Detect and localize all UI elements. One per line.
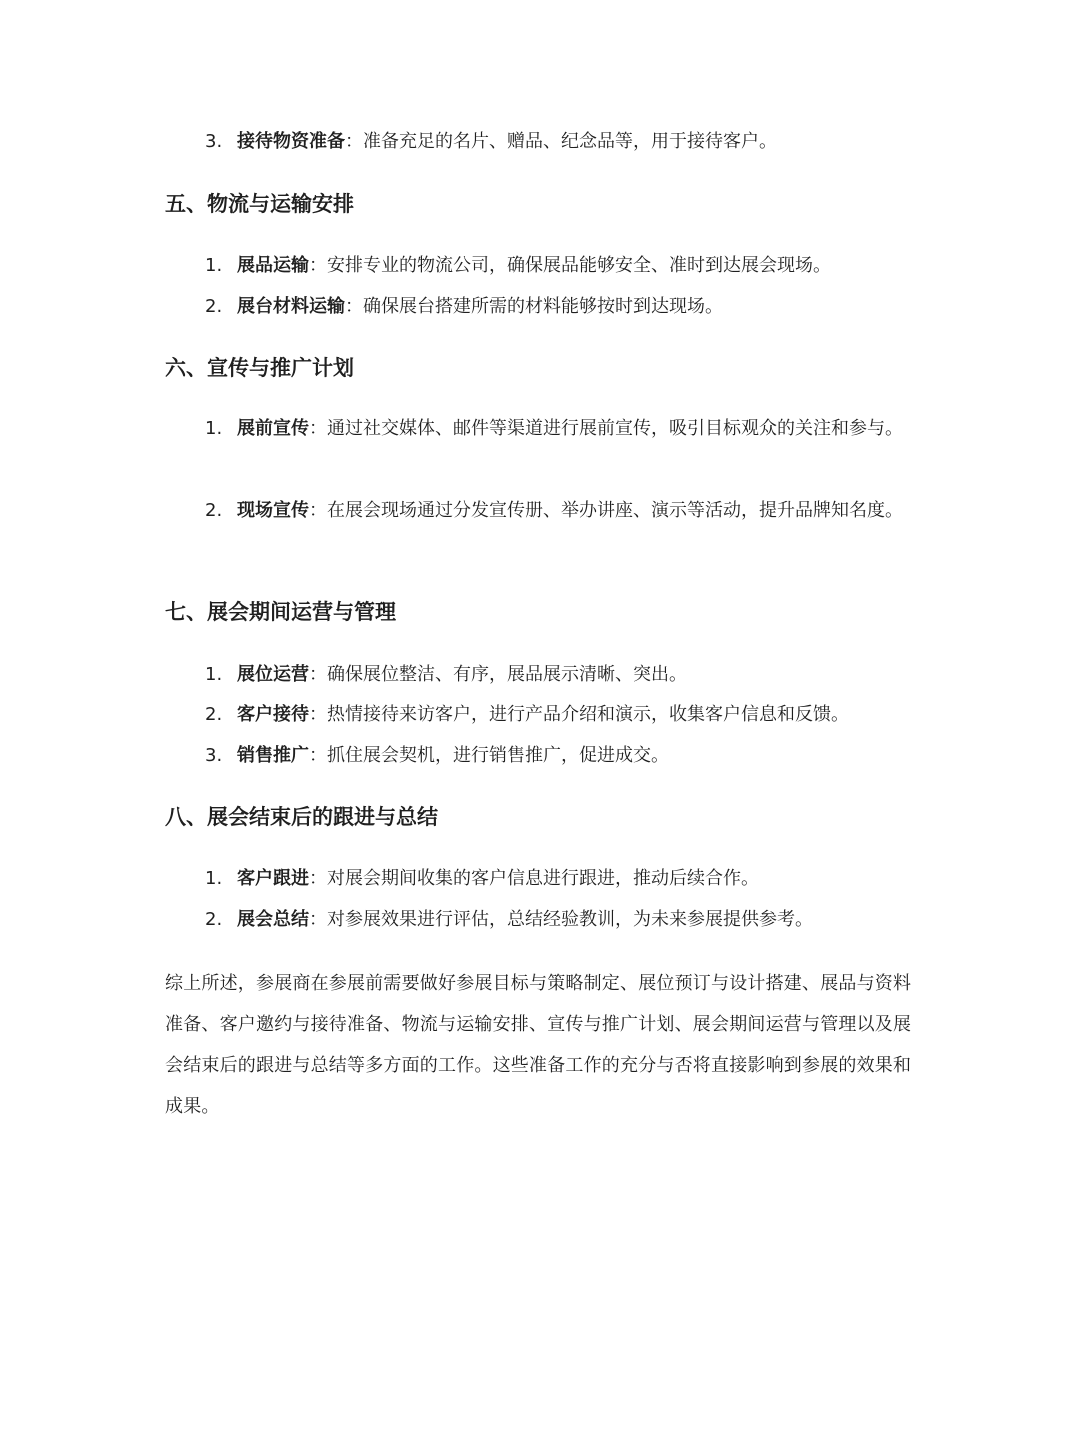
item-term: 展会总结 [237, 909, 309, 930]
list-item [205, 490, 920, 531]
list-item [205, 654, 920, 695]
item-separator: ： [309, 418, 327, 439]
list-number: 2. [205, 909, 223, 930]
item-text: 对参展效果进行评估，总结经验教训，为未来参展提供参考。 [327, 909, 813, 930]
section-heading: 六、宣传与推广计划 [165, 356, 354, 380]
list-item [205, 408, 920, 449]
item-term: 展台材料运输 [237, 296, 345, 317]
item-term: 销售推广 [237, 745, 309, 766]
list-number: 3. [205, 131, 223, 152]
item-term: 客户接待 [237, 704, 309, 725]
item-separator: ： [309, 909, 327, 930]
item-text: 准备充足的名片、赠品、纪念品等，用于接待客户。 [363, 131, 777, 152]
list-number: 1. [205, 418, 223, 439]
item-term: 客户跟进 [237, 868, 309, 889]
item-separator: ： [309, 704, 327, 725]
list-item [205, 694, 920, 735]
item-text: 在展会现场通过分发宣传册、举办讲座、演示等活动，提升品牌知名度。 [327, 500, 903, 521]
section-heading: 五、物流与运输安排 [165, 192, 354, 216]
list-number: 1. [205, 664, 223, 685]
item-text: 安排专业的物流公司，确保展品能够安全、准时到达展会现场。 [327, 255, 831, 276]
item-text: 确保展位整洁、有序，展品展示清晰、突出。 [327, 664, 687, 685]
list-item [205, 121, 920, 162]
item-separator: ： [309, 745, 327, 766]
section-heading: 七、展会期间运营与管理 [165, 600, 396, 624]
item-term: 展前宣传 [237, 418, 309, 439]
list-item [205, 735, 920, 776]
item-term: 展位运营 [237, 664, 309, 685]
item-separator: ： [309, 664, 327, 685]
item-separator: ： [309, 500, 327, 521]
item-text: 通过社交媒体、邮件等渠道进行展前宣传，吸引目标观众的关注和参与。 [327, 418, 903, 439]
item-text: 对展会期间收集的客户信息进行跟进，推动后续合作。 [327, 868, 759, 889]
list-item [205, 858, 920, 899]
item-text: 抓住展会契机，进行销售推广，促进成交。 [327, 745, 669, 766]
list-item [205, 899, 920, 940]
list-number: 2. [205, 704, 223, 725]
item-separator: ： [345, 296, 363, 317]
item-text: 热情接待来访客户，进行产品介绍和演示，收集客户信息和反馈。 [327, 704, 849, 725]
list-number: 1. [205, 868, 223, 889]
item-separator: ： [345, 131, 363, 152]
item-term: 现场宣传 [237, 500, 309, 521]
item-term: 接待物资准备 [237, 131, 345, 152]
summary-paragraph: 综上所述，参展商在参展前需要做好参展目标与策略制定、展位预订与设计搭建、展品与资料准备、客户邀约与接待准备、物流与运输安排、宣传与推广计划、展会期间运营与管理以及展会结束后的跟进与总结等多方面的工作。这些准备工作的充分与否将直接影响到参展的效果和成果。 [165, 973, 912, 1117]
list-item [205, 245, 920, 286]
list-number: 2. [205, 500, 223, 521]
item-separator: ： [309, 868, 327, 889]
section-heading: 八、展会结束后的跟进与总结 [165, 805, 438, 829]
list-number: 2. [205, 296, 223, 317]
list-number: 1. [205, 255, 223, 276]
list-number: 3. [205, 745, 223, 766]
item-term: 展品运输 [237, 255, 309, 276]
list-item [205, 286, 920, 327]
item-separator: ： [309, 255, 327, 276]
item-text: 确保展台搭建所需的材料能够按时到达现场。 [363, 296, 723, 317]
